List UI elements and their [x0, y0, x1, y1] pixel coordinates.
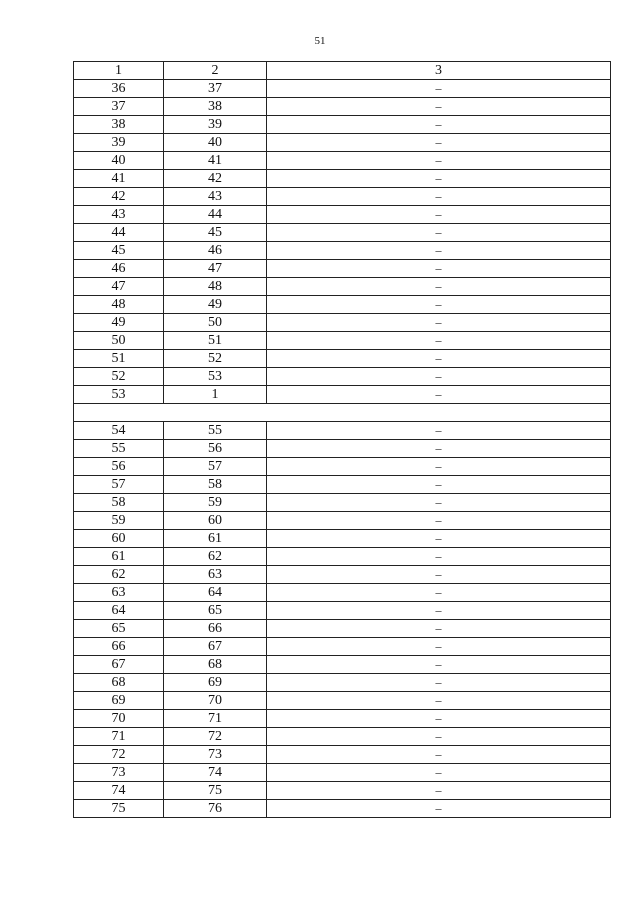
- cell-col-2: 63: [164, 566, 267, 584]
- table-row: [74, 620, 611, 638]
- table-row: [74, 314, 611, 332]
- cell-col-1: 70: [74, 710, 164, 728]
- cell-col-1: 40: [74, 152, 164, 170]
- table-row: [74, 350, 611, 368]
- cell-col-3: –: [267, 224, 611, 242]
- cell-col-1: 53: [74, 386, 164, 404]
- cell-col-2: 46: [164, 242, 267, 260]
- cell-col-3: –: [267, 548, 611, 566]
- cell-col-1: 57: [74, 476, 164, 494]
- cell-col-1: 42: [74, 188, 164, 206]
- cell-col-2: 39: [164, 116, 267, 134]
- cell-col-1: 47: [74, 278, 164, 296]
- cell-col-2: 42: [164, 170, 267, 188]
- cell-col-2: 55: [164, 422, 267, 440]
- cell-col-3: –: [267, 314, 611, 332]
- cell-col-1: 74: [74, 782, 164, 800]
- cell-col-3: –: [267, 656, 611, 674]
- table-row: [74, 476, 611, 494]
- table-row: [74, 440, 611, 458]
- table-row: [74, 242, 611, 260]
- cell-col-2: 48: [164, 278, 267, 296]
- cell-col-2: 74: [164, 764, 267, 782]
- table-row: [74, 368, 611, 386]
- cell-col-1: 69: [74, 692, 164, 710]
- table-row: [74, 566, 611, 584]
- cell-col-3: –: [267, 278, 611, 296]
- table-body: [74, 80, 611, 818]
- cell-col-1: 60: [74, 530, 164, 548]
- cell-col-1: 73: [74, 764, 164, 782]
- cell-col-1: 48: [74, 296, 164, 314]
- cell-col-1: 71: [74, 728, 164, 746]
- cell-col-1: 38: [74, 116, 164, 134]
- cell-col-1: 59: [74, 512, 164, 530]
- cell-col-1: 37: [74, 98, 164, 116]
- cell-col-2: 51: [164, 332, 267, 350]
- cell-col-3: –: [267, 674, 611, 692]
- table-row: [74, 746, 611, 764]
- cell-col-1: 44: [74, 224, 164, 242]
- table-row: [74, 260, 611, 278]
- cell-col-2: 47: [164, 260, 267, 278]
- cell-col-1: 36: [74, 80, 164, 98]
- table-row: [74, 782, 611, 800]
- cell-col-3: –: [267, 530, 611, 548]
- page-number: 51: [314, 35, 326, 47]
- cell-col-3: –: [267, 116, 611, 134]
- table-row: [74, 530, 611, 548]
- table-row: [74, 764, 611, 782]
- cell-col-1: 39: [74, 134, 164, 152]
- table-row: [74, 152, 611, 170]
- cell-col-3: –: [267, 152, 611, 170]
- cell-col-2: 56: [164, 440, 267, 458]
- cell-col-3: –: [267, 368, 611, 386]
- cell-col-2: 58: [164, 476, 267, 494]
- cell-col-2: 52: [164, 350, 267, 368]
- cell-col-3: –: [267, 422, 611, 440]
- cell-col-2: 73: [164, 746, 267, 764]
- data-table: [73, 61, 611, 818]
- cell-col-3: –: [267, 620, 611, 638]
- cell-col-1: 72: [74, 746, 164, 764]
- cell-col-3: –: [267, 512, 611, 530]
- cell-col-2: 41: [164, 152, 267, 170]
- cell-col-2: 37: [164, 80, 267, 98]
- table-row: [74, 80, 611, 98]
- table-header: [74, 62, 611, 80]
- table-row: [74, 278, 611, 296]
- cell-col-2: 70: [164, 692, 267, 710]
- cell-col-3: –: [267, 728, 611, 746]
- cell-col-2: 59: [164, 494, 267, 512]
- cell-col-3: –: [267, 494, 611, 512]
- group-separator-row: [74, 404, 611, 422]
- cell-col-3: –: [267, 134, 611, 152]
- cell-col-1: 45: [74, 242, 164, 260]
- cell-col-2: 68: [164, 656, 267, 674]
- cell-col-2: 60: [164, 512, 267, 530]
- column-header-2: 2: [164, 62, 267, 80]
- cell-col-3: –: [267, 242, 611, 260]
- table-row: [74, 584, 611, 602]
- table-row: [74, 548, 611, 566]
- cell-col-1: 62: [74, 566, 164, 584]
- cell-col-3: –: [267, 692, 611, 710]
- cell-col-1: 66: [74, 638, 164, 656]
- cell-col-2: 66: [164, 620, 267, 638]
- cell-col-2: 61: [164, 530, 267, 548]
- cell-col-2: 76: [164, 800, 267, 818]
- cell-col-1: 68: [74, 674, 164, 692]
- cell-col-2: 50: [164, 314, 267, 332]
- cell-col-2: 44: [164, 206, 267, 224]
- table-row: [74, 692, 611, 710]
- cell-col-1: 43: [74, 206, 164, 224]
- cell-col-2: 72: [164, 728, 267, 746]
- table-row: [74, 134, 611, 152]
- cell-col-2: 57: [164, 458, 267, 476]
- cell-col-1: 54: [74, 422, 164, 440]
- table-row: [74, 386, 611, 404]
- cell-col-2: 38: [164, 98, 267, 116]
- cell-col-3: –: [267, 98, 611, 116]
- cell-col-3: –: [267, 746, 611, 764]
- cell-col-1: 49: [74, 314, 164, 332]
- cell-col-2: 71: [164, 710, 267, 728]
- table-row: [74, 98, 611, 116]
- table-row: [74, 800, 611, 818]
- cell-col-2: 49: [164, 296, 267, 314]
- cell-col-3: –: [267, 80, 611, 98]
- cell-col-2: 1: [164, 386, 267, 404]
- column-header-1: 1: [74, 62, 164, 80]
- cell-col-3: –: [267, 476, 611, 494]
- cell-col-3: –: [267, 188, 611, 206]
- cell-col-3: –: [267, 332, 611, 350]
- cell-col-1: 75: [74, 800, 164, 818]
- cell-col-3: –: [267, 260, 611, 278]
- cell-col-1: 41: [74, 170, 164, 188]
- group-separator-cell: [74, 404, 611, 422]
- cell-col-3: –: [267, 170, 611, 188]
- cell-col-2: 43: [164, 188, 267, 206]
- table-row: [74, 710, 611, 728]
- table-row: [74, 656, 611, 674]
- cell-col-1: 50: [74, 332, 164, 350]
- table-row: [74, 638, 611, 656]
- cell-col-3: –: [267, 386, 611, 404]
- cell-col-1: 52: [74, 368, 164, 386]
- cell-col-1: 55: [74, 440, 164, 458]
- cell-col-3: –: [267, 206, 611, 224]
- cell-col-2: 40: [164, 134, 267, 152]
- cell-col-1: 67: [74, 656, 164, 674]
- cell-col-2: 62: [164, 548, 267, 566]
- table-row: [74, 332, 611, 350]
- cell-col-3: –: [267, 584, 611, 602]
- table-row: [74, 170, 611, 188]
- cell-col-1: 64: [74, 602, 164, 620]
- table-row: [74, 188, 611, 206]
- table-row: [74, 728, 611, 746]
- table-row: [74, 422, 611, 440]
- cell-col-2: 45: [164, 224, 267, 242]
- cell-col-2: 64: [164, 584, 267, 602]
- column-header-3: 3: [267, 62, 611, 80]
- cell-col-2: 65: [164, 602, 267, 620]
- cell-col-3: –: [267, 350, 611, 368]
- cell-col-2: 69: [164, 674, 267, 692]
- table-row: [74, 296, 611, 314]
- cell-col-3: –: [267, 764, 611, 782]
- cell-col-1: 63: [74, 584, 164, 602]
- table-row: [74, 224, 611, 242]
- cell-col-1: 58: [74, 494, 164, 512]
- table-row: [74, 458, 611, 476]
- cell-col-2: 75: [164, 782, 267, 800]
- cell-col-3: –: [267, 296, 611, 314]
- cell-col-2: 53: [164, 368, 267, 386]
- cell-col-1: 56: [74, 458, 164, 476]
- cell-col-2: 67: [164, 638, 267, 656]
- cell-col-3: –: [267, 710, 611, 728]
- cell-col-3: –: [267, 800, 611, 818]
- cell-col-3: –: [267, 602, 611, 620]
- table-row: [74, 674, 611, 692]
- table-row: [74, 494, 611, 512]
- cell-col-3: –: [267, 566, 611, 584]
- cell-col-1: 65: [74, 620, 164, 638]
- cell-col-3: –: [267, 782, 611, 800]
- header-row: [74, 62, 611, 80]
- cell-col-3: –: [267, 638, 611, 656]
- cell-col-3: –: [267, 458, 611, 476]
- cell-col-1: 51: [74, 350, 164, 368]
- cell-col-1: 61: [74, 548, 164, 566]
- table-row: [74, 116, 611, 134]
- table-row: [74, 512, 611, 530]
- table-row: [74, 602, 611, 620]
- table-row: [74, 206, 611, 224]
- cell-col-1: 46: [74, 260, 164, 278]
- cell-col-3: –: [267, 440, 611, 458]
